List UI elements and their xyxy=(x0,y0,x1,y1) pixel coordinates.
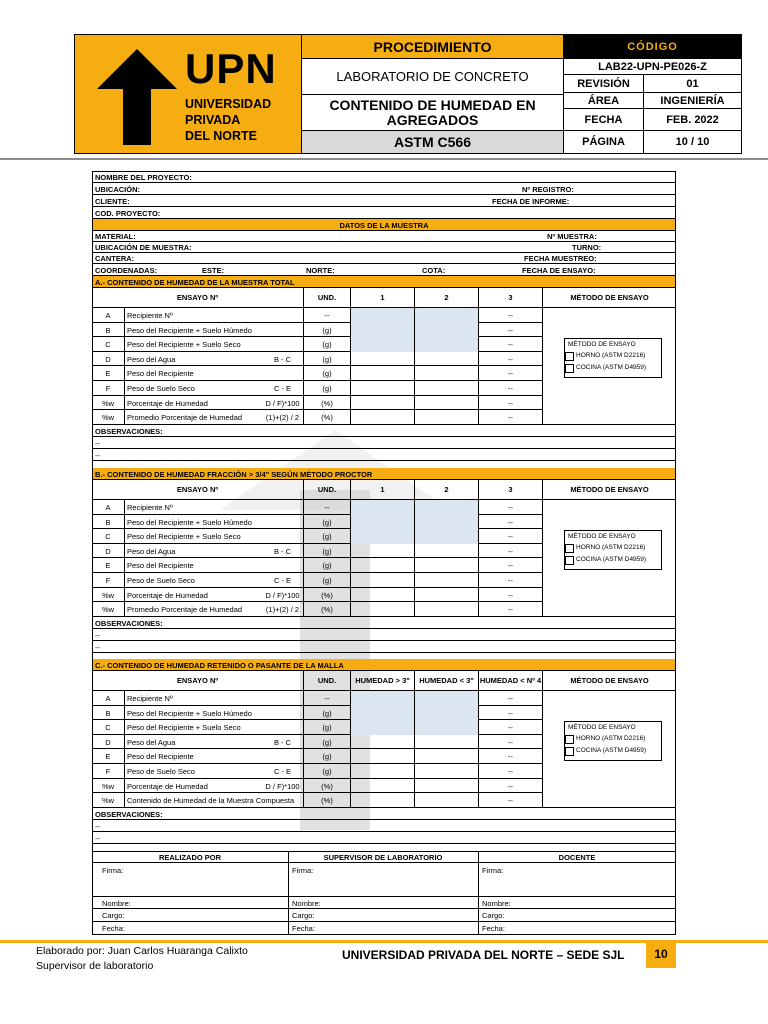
method-option: COCINA (ASTM D4959) xyxy=(576,747,647,754)
info-row-cliente xyxy=(92,195,676,207)
section-title: B.- CONTENIDO DE HUMEDAD FRACCIÓN > 3/4" SEGÚN MÉTODO PROCTOR xyxy=(95,470,373,479)
row-id: A xyxy=(105,503,111,512)
value-cell-3: -- xyxy=(478,515,542,530)
sig-col-docente: DOCENTE xyxy=(558,853,596,862)
row-formula: B - C xyxy=(273,737,292,747)
signature-block xyxy=(92,851,676,935)
sig1-fecha: Fecha: xyxy=(102,924,125,933)
observaciones-row xyxy=(92,808,676,820)
observation-text: -- xyxy=(95,821,100,831)
row-formula xyxy=(262,500,303,515)
row-id: D xyxy=(105,546,111,556)
row-formula: (1)+(2) / 2 xyxy=(265,605,300,615)
value-cell-2[interactable] xyxy=(414,793,478,808)
section-2-col-und: UND. xyxy=(303,671,350,691)
value-cell-1[interactable] xyxy=(350,793,414,808)
value-cell-2[interactable] xyxy=(414,396,478,411)
sig3-firma: Firma: xyxy=(482,866,504,875)
section-1-title-row xyxy=(92,468,676,480)
value-cell-2[interactable] xyxy=(414,366,478,381)
logo-main: UPN xyxy=(185,45,277,92)
registro-label: Nº REGISTRO: xyxy=(522,185,574,194)
observation-line[interactable] xyxy=(92,629,676,641)
turno-label: TURNO: xyxy=(572,243,602,252)
sig2-firma: Firma: xyxy=(292,866,314,875)
row-description: Peso del Recipiente + Suelo Húmedo xyxy=(124,323,262,338)
row-description: Recipiente Nº xyxy=(124,500,262,515)
row-unit: (%) xyxy=(303,779,350,794)
row-unit: (%) xyxy=(303,396,350,411)
value-cell-3: -- xyxy=(478,691,542,706)
value-cell-1[interactable] xyxy=(350,500,414,515)
row-formula: C - E xyxy=(273,384,292,393)
sig-col-realizado: REALIZADO POR xyxy=(158,853,222,862)
area-label: ÁREA xyxy=(563,93,643,109)
row-formula: C - E xyxy=(273,576,292,585)
row-description: Porcentaje de Humedad xyxy=(124,779,262,794)
row-id: %w xyxy=(101,605,115,615)
value-cell-2[interactable] xyxy=(414,558,478,573)
observation-text: -- xyxy=(95,833,100,843)
value-cell-2[interactable] xyxy=(414,323,478,338)
value-cell-2[interactable] xyxy=(414,515,478,530)
row-unit: (%) xyxy=(303,602,350,617)
logo-sub-2: PRIVADA xyxy=(185,113,241,127)
row-description: Recipiente Nº xyxy=(124,691,262,706)
value-cell-1[interactable] xyxy=(350,381,414,396)
row-unit: (g) xyxy=(303,515,350,530)
lab-name: LABORATORIO DE CONCRETO xyxy=(301,59,563,95)
section-1-col-ensayo: ENSAYO Nº xyxy=(176,485,219,494)
cota-label: COTA: xyxy=(422,266,446,275)
row-formula: B - C xyxy=(273,546,292,556)
row-formula xyxy=(262,308,303,323)
value-cell-1[interactable] xyxy=(350,558,414,573)
row-description: Recipiente Nº xyxy=(124,308,262,323)
row-unit: (%) xyxy=(303,588,350,603)
row-id: B xyxy=(105,325,111,335)
info-row-cantera xyxy=(92,253,676,264)
procedimiento-label: PROCEDIMIENTO xyxy=(301,35,563,59)
codigo-label: CÓDIGO xyxy=(563,35,741,59)
row-unit: -- xyxy=(303,308,350,323)
row-unit: (g) xyxy=(303,529,350,544)
n-muestra-label: Nº MUESTRA: xyxy=(547,232,597,241)
sig2-cargo: Cargo: xyxy=(292,911,315,920)
section-2-col-ensayo: ENSAYO Nº xyxy=(176,676,219,685)
row-unit: (g) xyxy=(303,337,350,352)
row-unit: (g) xyxy=(303,764,350,779)
logo-sub-3: DEL NORTE xyxy=(185,129,257,143)
value-cell-2[interactable] xyxy=(414,410,478,425)
row-description: Peso del Agua xyxy=(124,544,262,559)
footer-cargo: Supervisor de laboratorio xyxy=(36,960,154,972)
method-option: HORNO (ASTM D2216) xyxy=(576,352,646,359)
codigo-value: LAB22-UPN-PE026-Z xyxy=(563,59,741,75)
row-id: %w xyxy=(101,590,115,600)
section-0-col-2: 2 xyxy=(414,288,478,308)
observaciones-label: OBSERVACIONES: xyxy=(95,809,163,819)
sig3-nombre: Nombre: xyxy=(482,899,511,908)
value-cell-2[interactable] xyxy=(414,706,478,721)
row-description: Porcentaje de Humedad xyxy=(124,396,262,411)
value-cell-3: -- xyxy=(478,749,542,764)
value-cell-3: -- xyxy=(478,396,542,411)
value-cell-1[interactable] xyxy=(350,396,414,411)
row-id: B xyxy=(105,708,111,718)
value-cell-2[interactable] xyxy=(414,691,478,706)
info-row-coordenadas xyxy=(92,264,676,276)
row-id: F xyxy=(105,384,111,393)
value-cell-1[interactable] xyxy=(350,749,414,764)
row-id: E xyxy=(105,561,111,571)
row-id: A xyxy=(105,311,111,320)
section-0-col-und: UND. xyxy=(303,288,350,308)
ubicacion-label: UBICACIÓN: xyxy=(95,185,140,194)
datos-muestra-header xyxy=(92,219,676,231)
sig2-fecha: Fecha: xyxy=(292,924,315,933)
value-cell-3: -- xyxy=(478,588,542,603)
value-cell-1[interactable] xyxy=(350,544,414,559)
section-0-col-3: 3 xyxy=(478,288,542,308)
logo-sub-1: UNIVERSIDAD xyxy=(185,97,272,111)
value-cell-3: -- xyxy=(478,764,542,779)
revision-label: REVISIÓN xyxy=(563,75,643,93)
este-label: ESTE: xyxy=(202,266,225,275)
method-box-title: MÉTODO DE ENSAYO xyxy=(568,724,636,731)
row-id: D xyxy=(105,354,111,364)
info-row-cod xyxy=(92,207,676,219)
section-0-col-metodo: MÉTODO DE ENSAYO xyxy=(542,288,676,308)
row-formula xyxy=(262,515,303,530)
value-cell-3: -- xyxy=(478,352,542,367)
row-id: B xyxy=(105,517,111,527)
coordenadas-label: COORDENADAS: xyxy=(95,266,158,275)
sig1-firma: Firma: xyxy=(102,866,124,875)
value-cell-2[interactable] xyxy=(414,500,478,515)
value-cell-3: -- xyxy=(478,337,542,352)
row-description: Peso de Suelo Seco xyxy=(124,573,262,588)
pagina-value: 10 / 10 xyxy=(643,131,741,153)
value-cell-3: -- xyxy=(478,706,542,721)
section-2-col-2: HUMEDAD < 3" xyxy=(414,671,478,691)
observation-text: -- xyxy=(95,438,100,448)
row-description: Peso del Agua xyxy=(124,352,262,367)
section-1-col-metodo: MÉTODO DE ENSAYO xyxy=(542,480,676,500)
row-description: Peso de Suelo Seco xyxy=(124,381,262,396)
astm-standard: ASTM C566 xyxy=(301,131,563,153)
sig1-nombre: Nombre: xyxy=(102,899,131,908)
row-formula xyxy=(262,720,303,735)
document-header xyxy=(74,34,742,154)
fecha-muestreo-label: FECHA MUESTREO: xyxy=(524,254,597,263)
value-cell-3: -- xyxy=(478,366,542,381)
row-id: C xyxy=(105,723,111,733)
row-formula: C - E xyxy=(273,767,292,776)
value-cell-1[interactable] xyxy=(350,323,414,338)
observation-line[interactable] xyxy=(92,449,676,461)
fecha-value: FEB. 2022 xyxy=(643,109,741,131)
value-cell-2[interactable] xyxy=(414,337,478,352)
pagina-label: PÁGINA xyxy=(563,131,643,153)
section-1-col-2: 2 xyxy=(414,480,478,500)
row-description: Peso del Recipiente + Suelo Seco xyxy=(124,720,262,735)
value-cell-2[interactable] xyxy=(414,308,478,323)
method-option: COCINA (ASTM D4959) xyxy=(576,556,647,563)
section-0-title-row xyxy=(92,276,676,288)
upn-logo xyxy=(75,35,301,153)
value-cell-1[interactable] xyxy=(350,735,414,750)
row-formula: D / F)*100 xyxy=(265,398,300,408)
cliente-label: CLIENTE: xyxy=(95,197,130,206)
row-description: Porcentaje de Humedad xyxy=(124,588,262,603)
value-cell-1[interactable] xyxy=(350,308,414,323)
value-cell-1[interactable] xyxy=(350,515,414,530)
value-cell-1[interactable] xyxy=(350,720,414,735)
row-id: F xyxy=(105,576,111,585)
row-unit: (g) xyxy=(303,366,350,381)
value-cell-3: -- xyxy=(478,720,542,735)
value-cell-1[interactable] xyxy=(350,366,414,381)
checkbox-icon[interactable] xyxy=(565,735,574,744)
proyecto-label: NOMBRE DEL PROYECTO: xyxy=(95,173,192,182)
row-formula xyxy=(262,366,303,381)
fecha-informe-label: FECHA DE INFORME: xyxy=(492,197,570,206)
row-unit: (g) xyxy=(303,735,350,750)
footer-page-number: 10 xyxy=(646,940,676,968)
value-cell-1[interactable] xyxy=(350,602,414,617)
row-formula xyxy=(262,337,303,352)
sig3-cargo: Cargo: xyxy=(482,911,505,920)
row-formula xyxy=(262,529,303,544)
value-cell-3: -- xyxy=(478,381,542,396)
row-id: %w xyxy=(101,398,115,408)
value-cell-2[interactable] xyxy=(414,735,478,750)
value-cell-1[interactable] xyxy=(350,779,414,794)
value-cell-2[interactable] xyxy=(414,573,478,588)
row-formula xyxy=(262,323,303,338)
row-unit: (g) xyxy=(303,706,350,721)
row-unit: (%) xyxy=(303,793,350,808)
footer-elaborado: Elaborado por: Juan Carlos Huaranga Calixto xyxy=(36,945,248,957)
value-cell-2[interactable] xyxy=(414,764,478,779)
value-cell-2[interactable] xyxy=(414,588,478,603)
cantera-label: CANTERA: xyxy=(95,254,135,263)
row-formula: D / F)*100 xyxy=(265,781,300,791)
value-cell-3: -- xyxy=(478,323,542,338)
fecha-label: FECHA xyxy=(563,109,643,131)
row-unit: (%) xyxy=(303,410,350,425)
value-cell-1[interactable] xyxy=(350,352,414,367)
value-cell-3: -- xyxy=(478,602,542,617)
observation-line[interactable] xyxy=(92,641,676,653)
section-1-col-1: 1 xyxy=(350,480,414,500)
row-unit: (g) xyxy=(303,323,350,338)
section-2-col-1: HUMEDAD > 3" xyxy=(350,671,414,691)
value-cell-1[interactable] xyxy=(350,410,414,425)
row-unit: (g) xyxy=(303,558,350,573)
value-cell-2[interactable] xyxy=(414,544,478,559)
row-unit: (g) xyxy=(303,749,350,764)
row-description: Peso de Suelo Seco xyxy=(124,764,262,779)
row-description: Peso del Agua xyxy=(124,735,262,750)
row-id: A xyxy=(105,694,111,703)
section-0-col-1: 1 xyxy=(350,288,414,308)
row-formula: B - C xyxy=(273,354,292,364)
value-cell-2[interactable] xyxy=(414,352,478,367)
checkbox-icon[interactable] xyxy=(565,747,574,756)
value-cell-3: -- xyxy=(478,735,542,750)
row-description: Peso del Recipiente xyxy=(124,558,262,573)
sig-col-supervisor: SUPERVISOR DE LABORATORIO xyxy=(323,853,443,862)
row-id: %w xyxy=(101,781,115,791)
row-unit: (g) xyxy=(303,544,350,559)
value-cell-3: -- xyxy=(478,544,542,559)
row-description: Peso del Recipiente + Suelo Seco xyxy=(124,529,262,544)
observation-line[interactable] xyxy=(92,437,676,449)
value-cell-3: -- xyxy=(478,529,542,544)
row-unit: (g) xyxy=(303,573,350,588)
row-unit: -- xyxy=(303,500,350,515)
method-option: HORNO (ASTM D2216) xyxy=(576,544,646,551)
method-option: COCINA (ASTM D4959) xyxy=(576,364,647,371)
observaciones-label: OBSERVACIONES: xyxy=(95,426,163,436)
row-id: E xyxy=(105,752,111,762)
norte-label: NORTE: xyxy=(306,266,335,275)
ubic-muestra-label: UBICACIÓN DE MUESTRA: xyxy=(95,243,192,252)
observation-text: -- xyxy=(95,450,100,460)
row-description: Peso del Recipiente + Suelo Seco xyxy=(124,337,262,352)
value-cell-2[interactable] xyxy=(414,381,478,396)
row-description: Promedio Porcentaje de Humedad xyxy=(124,602,262,617)
observaciones-label: OBSERVACIONES: xyxy=(95,618,163,628)
sig1-cargo: Cargo: xyxy=(102,911,125,920)
observaciones-row xyxy=(92,617,676,629)
method-box-title: MÉTODO DE ENSAYO xyxy=(568,533,636,540)
observation-line[interactable] xyxy=(92,820,676,832)
value-cell-1[interactable] xyxy=(350,337,414,352)
value-cell-1[interactable] xyxy=(350,529,414,544)
row-id: E xyxy=(105,369,111,379)
checkbox-icon[interactable] xyxy=(565,352,574,361)
checkbox-icon[interactable] xyxy=(565,544,574,553)
document-title: CONTENIDO DE HUMEDAD EN AGREGADOS xyxy=(301,95,563,131)
section-2-col-3: HUMEDAD < Nº 4 xyxy=(478,671,542,691)
value-cell-2[interactable] xyxy=(414,602,478,617)
value-cell-1[interactable] xyxy=(350,573,414,588)
row-unit: (g) xyxy=(303,381,350,396)
row-unit: (g) xyxy=(303,720,350,735)
row-id: C xyxy=(105,532,111,542)
row-description: Peso del Recipiente + Suelo Húmedo xyxy=(124,515,262,530)
material-label: MATERIAL: xyxy=(95,232,136,241)
section-2-col-metodo: MÉTODO DE ENSAYO xyxy=(542,671,676,691)
value-cell-1[interactable] xyxy=(350,691,414,706)
section-1-col-3: 3 xyxy=(478,480,542,500)
arrow-up-icon xyxy=(97,49,177,145)
row-formula xyxy=(262,691,303,706)
area-value: INGENIERÍA xyxy=(643,93,741,109)
row-description: Peso del Recipiente + Suelo Húmedo xyxy=(124,706,262,721)
row-unit: (g) xyxy=(303,352,350,367)
row-formula xyxy=(262,793,303,808)
method-box-title: MÉTODO DE ENSAYO xyxy=(568,341,636,348)
row-formula xyxy=(262,749,303,764)
header-divider xyxy=(0,158,768,160)
row-id: %w xyxy=(101,413,115,423)
value-cell-1[interactable] xyxy=(350,764,414,779)
section-2-title-row xyxy=(92,659,676,671)
sig3-fecha: Fecha: xyxy=(482,924,505,933)
value-cell-3: -- xyxy=(478,308,542,323)
observation-text: -- xyxy=(95,642,100,652)
row-unit: -- xyxy=(303,691,350,706)
row-id: D xyxy=(105,737,111,747)
datos-muestra-title: DATOS DE LA MUESTRA xyxy=(339,221,429,230)
row-formula xyxy=(262,558,303,573)
row-formula xyxy=(262,706,303,721)
row-id: C xyxy=(105,340,111,350)
fecha-ensayo-label: FECHA DE ENSAYO: xyxy=(522,266,596,275)
info-row-ubicacion xyxy=(92,183,676,195)
value-cell-3: -- xyxy=(478,410,542,425)
row-description: Contenido de Humedad de la Muestra Compuesta xyxy=(124,793,262,808)
value-cell-3: -- xyxy=(478,558,542,573)
row-id: F xyxy=(105,767,111,776)
revision-value: 01 xyxy=(643,75,741,93)
observaciones-row xyxy=(92,425,676,437)
cod-proyecto-label: COD. PROYECTO: xyxy=(95,209,161,218)
info-row-proyecto xyxy=(92,171,676,183)
value-cell-2[interactable] xyxy=(414,749,478,764)
info-row-material xyxy=(92,231,676,242)
footer-institution: UNIVERSIDAD PRIVADA DEL NORTE – SEDE SJL xyxy=(342,948,625,962)
value-cell-2[interactable] xyxy=(414,720,478,735)
row-description: Promedio Porcentaje de Humedad xyxy=(124,410,262,425)
value-cell-1[interactable] xyxy=(350,706,414,721)
row-formula: (1)+(2) / 2 xyxy=(265,413,300,423)
value-cell-3: -- xyxy=(478,573,542,588)
value-cell-1[interactable] xyxy=(350,588,414,603)
value-cell-2[interactable] xyxy=(414,529,478,544)
row-description: Peso del Recipiente xyxy=(124,749,262,764)
sig2-nombre: Nombre: xyxy=(292,899,321,908)
row-formula: D / F)*100 xyxy=(265,590,300,600)
observation-text: -- xyxy=(95,630,100,640)
method-option: HORNO (ASTM D2216) xyxy=(576,735,646,742)
observation-line[interactable] xyxy=(92,832,676,844)
checkbox-icon[interactable] xyxy=(565,556,574,565)
section-0-col-ensayo: ENSAYO Nº xyxy=(176,293,219,302)
value-cell-3: -- xyxy=(478,500,542,515)
row-description: Peso del Recipiente xyxy=(124,366,262,381)
value-cell-3: -- xyxy=(478,779,542,794)
info-row-ubic-muestra xyxy=(92,242,676,253)
section-1-col-und: UND. xyxy=(303,480,350,500)
row-id: %w xyxy=(101,796,115,806)
value-cell-2[interactable] xyxy=(414,779,478,794)
section-title: C.- CONTENIDO DE HUMEDAD RETENIDO O PASANTE DE LA MALLA xyxy=(95,661,344,670)
section-title: A.- CONTENIDO DE HUMEDAD DE LA MUESTRA TOTAL xyxy=(95,278,295,287)
checkbox-icon[interactable] xyxy=(565,364,574,373)
value-cell-3: -- xyxy=(478,793,542,808)
